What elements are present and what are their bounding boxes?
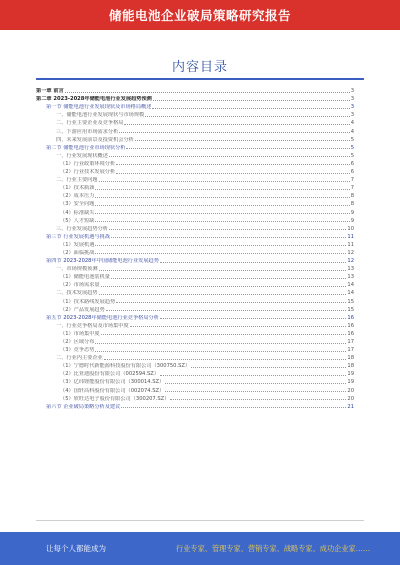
- toc-entry-title: （4）标准缺失: [60, 209, 95, 216]
- toc-entry[interactable]: [36, 345, 354, 353]
- toc-page-number: 12: [347, 249, 354, 256]
- toc-entry-title: 第四节 2023-2028年中国储能电池行业发展趋势: [46, 258, 159, 265]
- toc-entry-title: 一、行业发展现状概述: [56, 152, 108, 159]
- toc-entry[interactable]: [36, 394, 354, 402]
- toc-page-number: 16: [347, 330, 354, 337]
- toc-dot-leader: [95, 189, 349, 190]
- toc-page-number: 12: [347, 258, 354, 265]
- toc-entry[interactable]: [36, 248, 354, 256]
- toc-dot-leader: [95, 253, 346, 254]
- toc-entry[interactable]: [36, 240, 354, 248]
- toc-entry[interactable]: [36, 329, 354, 337]
- toc-entry-title: （4）国轩高科股份有限公司（002074.SZ）: [60, 387, 165, 394]
- toc-entry-title: （2）比亚迪股份有限公司（002594.SZ）: [60, 371, 160, 378]
- toc-page-number: 16: [347, 314, 354, 321]
- toc-entry-title: 二、行业内主要企业: [56, 355, 103, 362]
- toc-dot-leader: [95, 245, 346, 246]
- toc-page-number: 3: [350, 96, 354, 103]
- toc-entry-title: （2）成本压力: [60, 193, 95, 200]
- toc-entry-title: 一、行业竞争格局及市场集中度: [56, 322, 129, 329]
- toc-page-number: 18: [347, 355, 354, 362]
- toc-heading-rule: [36, 78, 364, 80]
- toc-entry[interactable]: [36, 385, 354, 393]
- toc-entry[interactable]: [36, 353, 354, 361]
- toc-entry[interactable]: [36, 369, 354, 377]
- toc-page-number: 14: [347, 290, 354, 297]
- toc-page-number: 5: [350, 152, 354, 159]
- toc-entry-title: （2）市场需求量: [60, 282, 100, 289]
- toc-page-number: 5: [350, 136, 354, 143]
- toc-entry[interactable]: [36, 167, 354, 175]
- toc-entry-title: （5）欣旺达电子股份有限公司（300207.SZ）: [60, 395, 170, 402]
- toc-entry-title: 一、储能电池行业发展现状与市场规模: [56, 112, 145, 119]
- toc-dot-leader: [109, 156, 350, 157]
- toc-page-number: 15: [347, 306, 354, 313]
- toc-entry[interactable]: [36, 94, 354, 102]
- toc-dot-leader: [65, 92, 350, 93]
- toc-page-number: 6: [350, 169, 354, 176]
- toc-page-number: 3: [350, 88, 354, 95]
- toc-entry[interactable]: [36, 183, 354, 191]
- toc-dot-leader: [106, 310, 347, 311]
- toc-dot-leader: [111, 278, 346, 279]
- footer-banner: [0, 532, 400, 565]
- toc-entry[interactable]: [36, 207, 354, 215]
- toc-dot-leader: [99, 294, 347, 295]
- toc-dot-leader: [95, 343, 346, 344]
- toc-entry[interactable]: [36, 337, 354, 345]
- toc-entry-title: 三、下游应用市场需求分析: [56, 128, 119, 135]
- toc-entry-title: 第三节 行业发展机遇与挑战: [46, 233, 110, 240]
- toc-dot-leader: [165, 391, 346, 392]
- toc-entry-title: 三、行业发展趋势分析: [56, 225, 108, 232]
- toc-page-number: 11: [347, 241, 354, 248]
- toc-entry[interactable]: [36, 224, 354, 232]
- toc-entry-title: 四、未来发展前景及投资机会分析: [56, 136, 134, 143]
- bottom-divider: [36, 520, 364, 521]
- toc-entry[interactable]: [36, 321, 354, 329]
- toc-entry[interactable]: [36, 313, 354, 321]
- toc-dot-leader: [160, 262, 346, 263]
- toc-page-number: 8: [350, 193, 354, 200]
- toc-entry[interactable]: [36, 288, 354, 296]
- toc-dot-leader: [104, 359, 347, 360]
- header-banner: [0, 0, 400, 30]
- toc-page-number: 18: [347, 363, 354, 370]
- toc-page-number: 11: [347, 233, 354, 240]
- toc-page-number: 20: [347, 395, 354, 402]
- toc-entry[interactable]: [36, 118, 354, 126]
- toc-entry[interactable]: [36, 143, 354, 151]
- toc-entry-title: （2）面临挑战: [60, 249, 95, 256]
- toc-dot-leader: [95, 197, 349, 198]
- toc-entry-title: （1）技术路线发展趋势: [60, 298, 116, 305]
- toc-page-number: 4: [350, 120, 354, 127]
- toc-entry[interactable]: [36, 86, 354, 94]
- toc-entry-title: （1）宁德时代新能源科技股份有限公司（300750.SZ）: [60, 363, 191, 370]
- toc-page-number: 10: [347, 225, 354, 232]
- toc-entry-title: （1）发展机遇: [60, 241, 95, 248]
- toc-entry-title: 二、技术发展趋势: [56, 290, 98, 297]
- toc-entry-title: 第五节 2023-2028年储能电池行业竞争格局分析: [46, 314, 159, 321]
- toc-page-number: 3: [350, 104, 354, 111]
- toc-entry-title: （2）区域分布: [60, 339, 95, 345]
- toc-dot-leader: [95, 221, 349, 222]
- toc-dot-leader: [126, 148, 349, 149]
- toc-entry[interactable]: [36, 175, 354, 183]
- toc-entry-title: （3）安全问题: [60, 201, 95, 208]
- toc-dot-leader: [135, 140, 350, 141]
- toc-page-number: 17: [347, 339, 354, 345]
- toc-dot-leader: [165, 383, 346, 384]
- toc-page-number: 14: [347, 282, 354, 289]
- toc-entry[interactable]: [36, 280, 354, 288]
- toc-dot-leader: [95, 205, 349, 206]
- toc-entry[interactable]: [36, 216, 354, 224]
- toc-entry-title: （2）行业技术发展分析: [60, 169, 116, 176]
- toc-dot-leader: [101, 286, 347, 287]
- toc-page-number: 9: [350, 217, 354, 224]
- toc-page-number: 13: [347, 274, 354, 281]
- toc-entry[interactable]: [36, 126, 354, 134]
- toc-dot-leader: [191, 367, 346, 368]
- toc-page-number: 7: [350, 177, 354, 184]
- toc-entry-title: （5）人才短缺: [60, 217, 95, 224]
- toc-page-number: 19: [347, 379, 354, 386]
- toc-dot-leader: [124, 124, 349, 125]
- toc-entry[interactable]: [36, 256, 354, 264]
- toc-entry[interactable]: [36, 110, 354, 118]
- toc-entry-title: 第一节 储能电池行业发展现状及市场格局概述: [46, 104, 152, 111]
- footer-slogan-left: 让每个人都能成为: [46, 544, 106, 553]
- toc-page-number: 7: [350, 185, 354, 192]
- toc-entry[interactable]: [36, 159, 354, 167]
- toc-entry[interactable]: [36, 199, 354, 207]
- toc-page-number: 17: [347, 347, 354, 354]
- toc-entry[interactable]: [36, 232, 354, 240]
- toc-page-number: 5: [350, 144, 354, 151]
- toc-dot-leader: [145, 116, 349, 117]
- toc-page-number: 8: [350, 201, 354, 208]
- toc-dot-leader: [111, 237, 346, 238]
- toc-page-number: 13: [347, 266, 354, 273]
- toc-entry[interactable]: [36, 264, 354, 272]
- report-title: 储能电池企业破局策略研究报告: [108, 8, 291, 23]
- toc-dot-leader: [101, 334, 347, 335]
- toc-entry[interactable]: [36, 361, 354, 369]
- toc-entry[interactable]: [36, 402, 354, 410]
- toc-heading: 内容目录: [171, 60, 228, 75]
- toc-entry-title: （1）行业政策环境分析: [60, 160, 116, 167]
- toc-page-number: 3: [350, 112, 354, 119]
- toc-dot-leader: [116, 302, 346, 303]
- toc-dot-leader: [119, 132, 349, 133]
- toc-dot-leader: [95, 351, 346, 352]
- toc-entry-title: （3）亿纬锂能股份有限公司（300014.SZ）: [60, 379, 165, 386]
- toc-dot-leader: [121, 407, 346, 408]
- footer-slogan-right: 行业专家、管理专家、营销专家、战略专家、成功企业家……: [176, 543, 371, 553]
- toc-entry-title: 第二章 2023-2028年储能电池行业发展趋势预测: [36, 96, 152, 103]
- toc-dot-leader: [160, 318, 346, 319]
- toc-dot-leader: [152, 108, 349, 109]
- toc-page-number: 15: [347, 298, 354, 305]
- toc-entry-title: 第六节 企业破局策略分析及建议: [46, 403, 121, 410]
- toc-entry[interactable]: [36, 191, 354, 199]
- toc-page-number: 21: [347, 403, 354, 410]
- toc-entry-title: 二、行业主要问题: [56, 177, 98, 184]
- toc-dot-leader: [130, 326, 347, 327]
- toc-entry-title: （3）竞争态势: [60, 347, 95, 354]
- toc-dot-leader: [99, 181, 350, 182]
- toc-entry-title: （1）市场集中度: [60, 330, 100, 337]
- toc-entry[interactable]: [36, 305, 354, 313]
- toc-entry-title: 第一章 前言: [36, 88, 64, 95]
- toc-entry-title: （1）技术瓶颈: [60, 185, 95, 192]
- toc-dot-leader: [95, 213, 349, 214]
- toc-entry-title: 二、行业主要企业及竞争格局: [56, 120, 124, 127]
- toc-dot-leader: [116, 164, 350, 165]
- toc-entry-title: 一、市场规模预测: [56, 266, 98, 273]
- toc-entry[interactable]: [36, 135, 354, 143]
- toc-dot-leader: [170, 399, 346, 400]
- toc-dot-leader: [153, 100, 350, 101]
- toc-page-number: 9: [350, 209, 354, 216]
- toc-page-number: 16: [347, 322, 354, 329]
- toc-dot-leader: [109, 229, 347, 230]
- toc-dot-leader: [99, 270, 347, 271]
- toc-entry[interactable]: [36, 272, 354, 280]
- toc-entry[interactable]: [36, 296, 354, 304]
- toc-entry[interactable]: [36, 102, 354, 110]
- toc-page-number: 6: [350, 160, 354, 167]
- toc-dot-leader: [116, 173, 350, 174]
- toc-dot-leader: [160, 375, 346, 376]
- toc-page-number: 19: [347, 371, 354, 378]
- toc-page-number: 4: [350, 128, 354, 135]
- toc-entry-title: （1）储能电池装机量: [60, 274, 110, 281]
- toc-list: [36, 86, 354, 518]
- toc-entry-title: （2）产品发展趋势: [60, 306, 105, 313]
- toc-page-number: 20: [347, 387, 354, 394]
- toc-entry[interactable]: [36, 377, 354, 385]
- toc-entry[interactable]: [36, 151, 354, 159]
- toc-entry-title: 第二节 储能电池行业市场现状分析: [46, 144, 126, 151]
